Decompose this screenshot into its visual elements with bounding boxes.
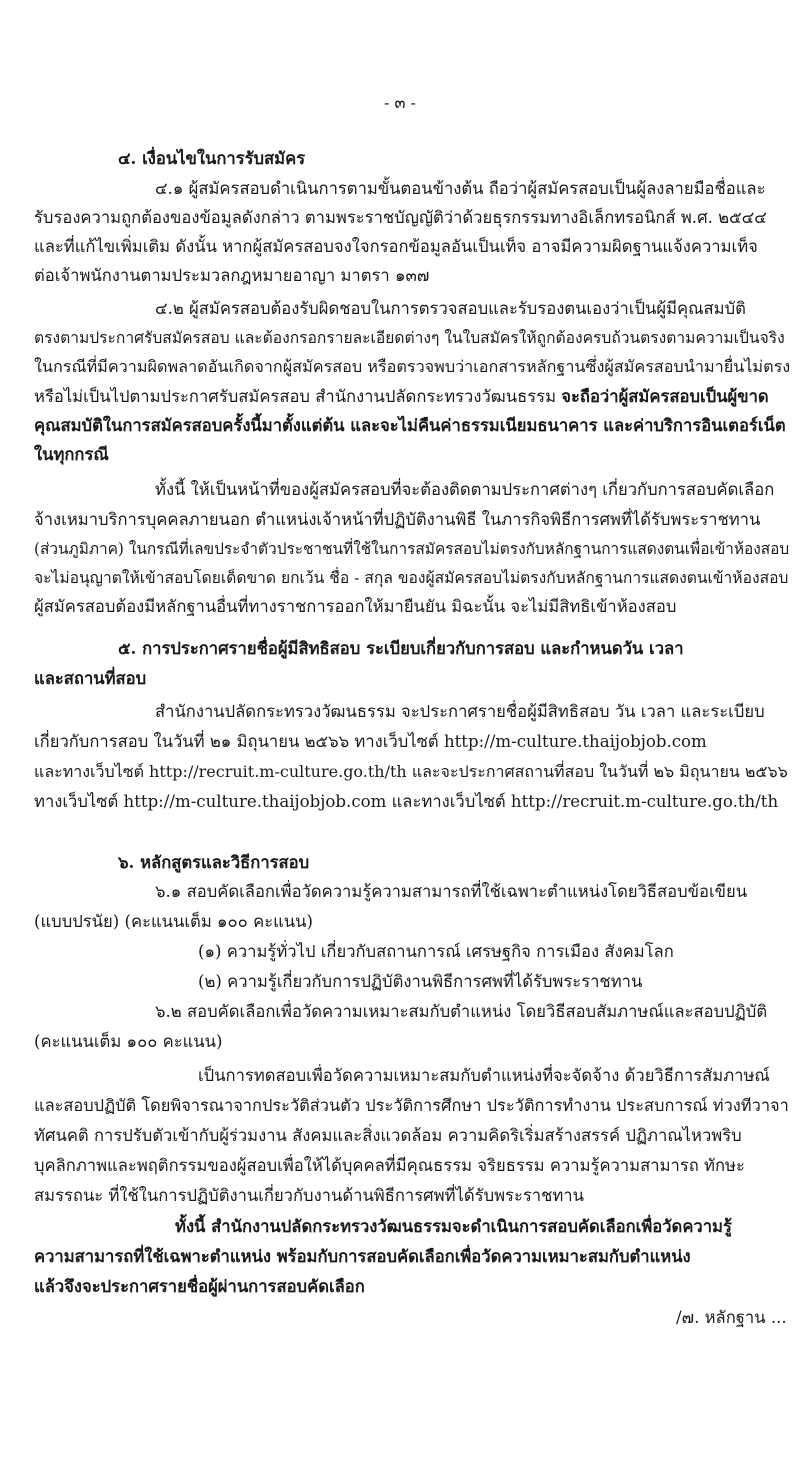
para-6-2-body-line: ทัศนคติ การปรับตัวเข้ากับผู้ร่วมงาน สังคมและสิ่งแวดล้อม ความคิดริเริ่มสร้างสรรค์ ปฏิภาณไหวพริบ (34, 1126, 742, 1145)
para-6-2-body-line: และสอบปฏิบัติ โดยพิจารณาจากประวัติส่วนตัว ประวัติการศึกษา ประวัติการทำงาน ประสบการณ์ ท่วงทีวาจา (34, 1096, 789, 1115)
para-4-3-line: จ้างเหมาบริการบุคคลภายนอก ตำแหน่งเจ้าหน้าที่ปฏิบัติงานพิธี ในภารกิจพิธีการศพที่ได้รับพระราชทาน (34, 510, 761, 529)
para-4-1-line: รับรองความถูกต้องของข้อมูลดังกล่าว ตามพระราชบัญญัติว่าด้วยธุรกรรมทางอิเล็กทรอนิกส์ พ.ศ. ๒๕๔๔ (34, 208, 767, 227)
para-6-2-body-line: สมรรถนะ ที่ใช้ในการปฏิบัติงานเกี่ยวกับงานด้านพิธีการศพที่ได้รับพระราชทาน (34, 1186, 584, 1205)
closing-bold-line: ทั้งนี้ สำนักงานปลัดกระทรวงวัฒนธรรมจะดำเนินการสอบคัดเลือกเพื่อวัดความรู้ (175, 1216, 732, 1236)
section-5-heading: และสถานที่สอบ (34, 668, 147, 688)
para-4-2-normal-text: หรือไม่เป็นไปตามประกาศรับสมัครสอบ สำนักงานปลัดกระทรวงวัฒนธรรม (34, 387, 562, 406)
page-number: - ๓ - (384, 93, 416, 112)
para-4-2-line: ในกรณีที่มีความผิดพลาดอันเกิดจากผู้สมัครสอบ หรือตรวจพบว่าเอกสารหลักฐานซึ่งผู้สมัครสอบนำมายื่นไม่ตรง (34, 357, 791, 376)
section-5-body-line: และทางเว็บไซต์ http://recruit.m-culture.go.th/th และจะประกาศสถานที่สอบ ในวันที่ ๒๖ มิถุนายน ๒๕๖๖ (34, 762, 788, 781)
para-6-2-body-line: เป็นการทดสอบเพื่อวัดความเหมาะสมกับตำแหน่งที่จะจัดจ้าง ด้วยวิธีการสัมภาษณ์ (198, 1066, 770, 1085)
para-6-2-line: ๖.๒ สอบคัดเลือกเพื่อวัดความเหมาะสมกับตำแหน่ง โดยวิธีสอบสัมภาษณ์และสอบปฏิบัติ (155, 1002, 768, 1021)
para-4-3-line: (ส่วนภูมิภาค) ในกรณีที่เลขประจำตัวประชาชนที่ใช้ในการสมัครสอบไม่ตรงกับหลักฐานการแสดงตนเพื่อเข้าห้องสอบ (34, 540, 790, 558)
para-6-2-body-line: บุคลิกภาพและพฤติกรรมของผู้สอบเพื่อให้ได้บุคคลที่มีคุณธรรม จริยธรรม ความรู้ความสามารถ ทักษะ (34, 1156, 745, 1175)
para-4-3-line: ผู้สมัครสอบต้องมีหลักฐานอื่นที่ทางราชการออกให้มายืนยัน มิฉะนั้น จะไม่มีสิทธิเข้าห้องสอบ (34, 597, 677, 616)
section-6-heading: ๖. หลักสูตรและวิธีการสอบ (118, 852, 310, 872)
para-4-1-line: ๔.๑ ผู้สมัครสอบดำเนินการตามขั้นตอนข้างต้น ถือว่าผู้สมัครสอบเป็นผู้ลงลายมือชื่อและ (155, 179, 766, 198)
para-4-1-line: ต่อเจ้าพนักงานตามประมวลกฎหมายอาญา มาตรา ๑๓๗ (34, 266, 430, 285)
para-4-2-line: ตรงตามประกาศรับสมัครสอบ และต้องกรอกรายละเอียดต่างๆ ในใบสมัครให้ถูกต้องครบถ้วนตรงตามความเป็นจริง (34, 329, 785, 347)
continuation-marker: /๗. หลักฐาน ... (676, 1308, 787, 1327)
section-5-body-line: สำนักงานปลัดกระทรวงวัฒนธรรม จะประกาศรายชื่อผู้มีสิทธิสอบ วัน เวลา และระเบียบ (155, 702, 765, 721)
para-4-2-bold-text: จะถือว่าผู้สมัครสอบเป็นผู้ขาด (561, 386, 769, 406)
para-4-2-bold-line: คุณสมบัติในการสมัครสอบครั้งนี้มาตั้งแต่ต้น และจะไม่คืนค่าธรรมเนียมธนาคาร และค่าบริการอินเตอร์เน็ต (34, 415, 786, 435)
para-4-1-line: และที่แก้ไขเพิ่มเติม ดังนั้น หากผู้สมัครสอบจงใจกรอกข้อมูลอันเป็นเท็จ อาจมีความผิดฐานแจ้งความเท็จ (34, 237, 758, 256)
para-6-1-line: (แบบปรนัย) (คะแนนเต็ม ๑๐๐ คะแนน) (34, 912, 313, 931)
section-5-heading: ๕. การประกาศรายชื่อผู้มีสิทธิสอบ ระเบียบเกี่ยวกับการสอบ และกำหนดวัน เวลา (118, 638, 684, 658)
para-4-3-line: จะไม่อนุญาตให้เข้าสอบโดยเด็ดขาด ยกเว้น ชื่อ - สกุล ของผู้สมัครสอบไม่ตรงกับหลักฐานการแสดงตนเข้าห้องสอบ (34, 569, 789, 587)
closing-bold-line: ความสามารถที่ใช้เฉพาะตำแหน่ง พร้อมกับการสอบคัดเลือกเพื่อวัดความเหมาะสมกับตำแหน่ง (34, 1246, 691, 1266)
para-6-1-item: (๒) ความรู้เกี่ยวกับการปฏิบัติงานพิธีการศพที่ได้รับพระราชทาน (198, 972, 643, 991)
para-6-2-line: (คะแนนเต็ม ๑๐๐ คะแนน) (34, 1032, 223, 1051)
section-5-body-line: เกี่ยวกับการสอบ ในวันที่ ๒๑ มิถุนายน ๒๕๖๖ ทางเว็บไซต์ http://m-culture.thaijobjob.com (34, 732, 707, 751)
para-6-1-item: (๑) ความรู้ทั่วไป เกี่ยวกับสถานการณ์ เศรษฐกิจ การเมือง สังคมโลก (198, 942, 674, 961)
para-4-3-line: ทั้งนี้ ให้เป็นหน้าที่ของผู้สมัครสอบที่จะต้องติดตามประกาศต่างๆ เกี่ยวกับการสอบคัดเลือก (155, 480, 775, 499)
closing-bold-line: แล้วจึงจะประกาศรายชื่อผู้ผ่านการสอบคัดเลือก (34, 1276, 365, 1296)
para-6-1-line: ๖.๑ สอบคัดเลือกเพื่อวัดความรู้ความสามารถที่ใช้เฉพาะตำแหน่งโดยวิธีสอบข้อเขียน (155, 882, 748, 901)
para-4-2-bold-line: ในทุกกรณี (34, 444, 109, 464)
para-4-2-line: ๔.๒ ผู้สมัครสอบต้องรับผิดชอบในการตรวจสอบและรับรองตนเองว่าเป็นผู้มีคุณสมบัติ (155, 299, 746, 318)
section-5-body-line: ทางเว็บไซต์ http://m-culture.thaijobjob.com และทางเว็บไซต์ http://recruit.m-culture.go.th/th (34, 792, 779, 811)
section-4-heading: ๔. เงื่อนไขในการรับสมัคร (118, 148, 306, 168)
para-4-2-line (34, 384, 769, 408)
